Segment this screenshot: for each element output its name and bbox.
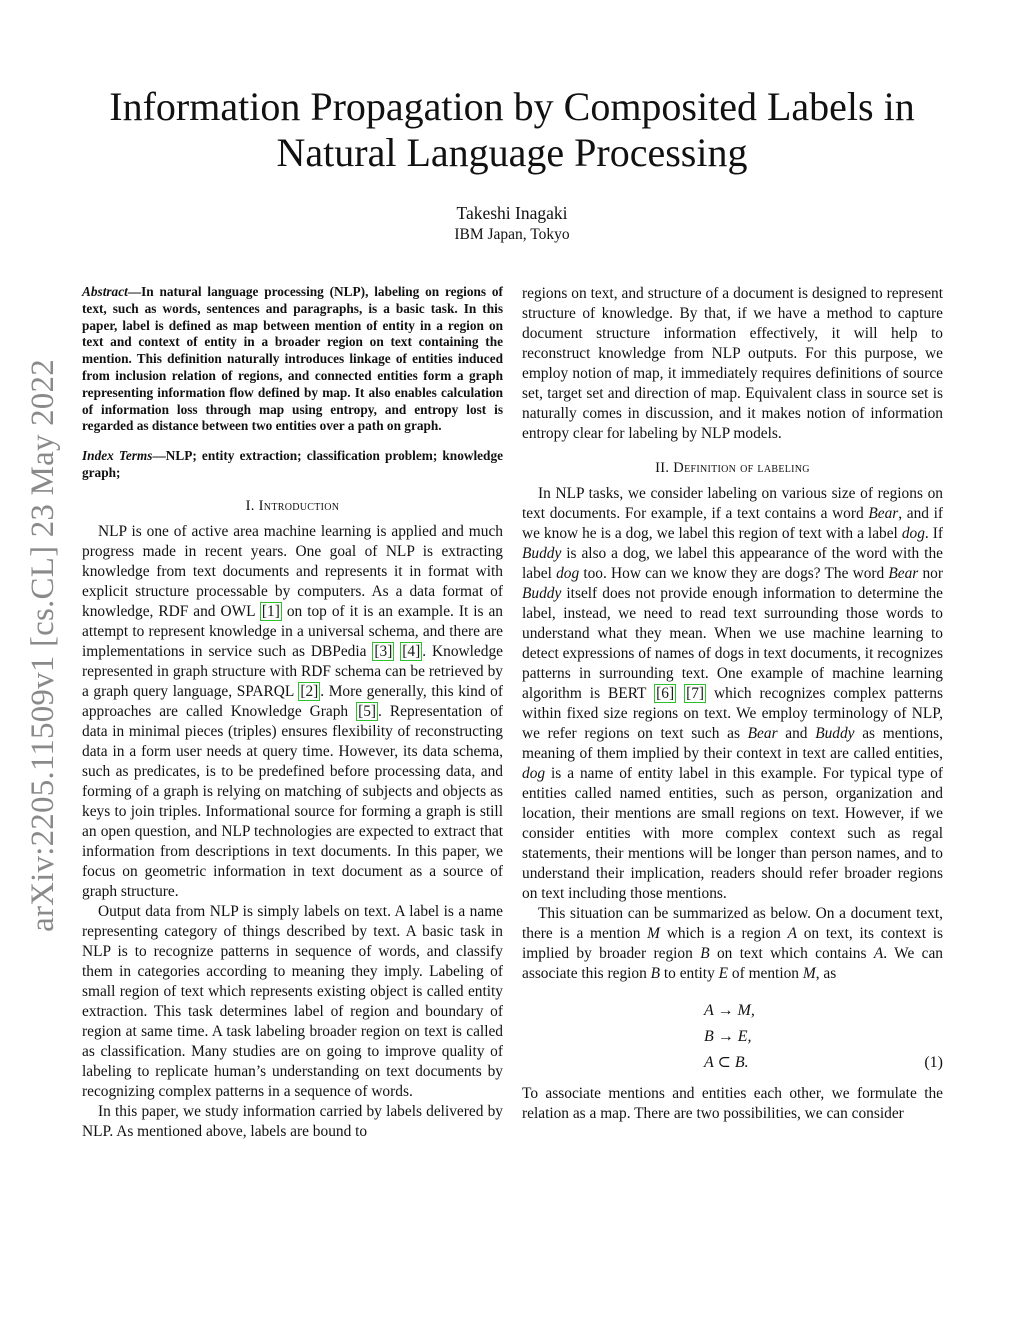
text-run: . Representation of data in minimal pieces (triples) ensures flexibility of reconstructing data in a form user needs at query time. However, its data schema, such as predicates, is to be predefined before processing data, and forming of a graph is relying on matching of subjects and objects as keys to join triples. Informational source for forming a graph is still an open question, and NLP technologies are expected to extract that information from descriptions in text documents. In this paper, we focus on geometric information in text document as a source of graph structure. [82, 702, 503, 900]
paragraph: Output data from NLP is simply labels on text. A label is a name representing category of things described by text. A basic task in NLP is to recognize patterns in sequence of words, and classify them in categories according to meaning they imply. Labeling of small region of text which represents existing object is called entity extraction. This task determines label of region and boundary of region at same time. A task labeling broader region on text is called as classification. Many studies are on going to improve quality of labeling to replicate human’s understanding on text documents by recognizing complex patterns in a sequence of words. [82, 902, 503, 1100]
citation-link[interactable]: [6] [656, 685, 675, 702]
math-symbol: Bear [747, 725, 778, 742]
text-run: . If [924, 525, 943, 542]
citation-link[interactable]: [5] [358, 702, 377, 720]
citation-link[interactable]: [4] [402, 642, 421, 660]
text-run: as mentions, meaning of them implied by their context in text are called entities, [522, 725, 943, 762]
text-run: on text which contains [709, 945, 874, 962]
introduction-continued [522, 284, 943, 444]
text-run: of mention [728, 965, 803, 982]
citation-link[interactable]: [1] [261, 602, 280, 620]
text-run: which is a region [659, 925, 788, 942]
text-run: . Knowledge represented in graph structure with RDF schema can be retrieved by a graph query language, SPARQL [82, 642, 503, 700]
math-symbol: Bear [888, 565, 919, 582]
section-number: I. [245, 497, 255, 514]
math-symbol: Buddy [522, 545, 562, 562]
text-run: . We can associate this region [522, 945, 944, 982]
paragraph: In this paper, we study information carried by labels delivered by NLP. As mentioned above, labels are bound to [82, 1102, 503, 1140]
text-run: on top of it is an example. It is an attempt to represent knowledge in a universal schema, and there are implementations in service such as DBPedia [82, 602, 503, 660]
introduction-body [82, 522, 503, 1142]
definition-body [522, 484, 943, 984]
index-terms-body: —NLP; entity extraction; classification problem; knowledge graph; [82, 448, 503, 480]
math-symbol: Buddy [522, 585, 562, 602]
author-name: Takeshi Inagaki [456, 203, 568, 223]
math-symbol: Buddy [815, 725, 855, 742]
paragraph [522, 484, 943, 904]
math-symbol: B [700, 945, 710, 962]
citation-link[interactable]: [7] [686, 685, 705, 702]
text-run: This situation can be summarized as below. On a document text, there is a mention [522, 905, 943, 942]
citation-link[interactable]: [3] [374, 642, 393, 660]
text-run: , as [815, 965, 837, 982]
math-symbol: B [650, 965, 661, 982]
paper-title: Information Propagation by Composited Labels in Natural Language Processing [109, 84, 915, 175]
math-symbol: dog [522, 765, 546, 782]
paragraph [82, 522, 503, 902]
index-terms [82, 448, 503, 482]
equation-line: B → E, [704, 1028, 752, 1045]
math-symbol: dog [556, 565, 580, 582]
left-column [82, 284, 503, 1142]
math-symbol: M [647, 925, 660, 942]
section-heading-definition [522, 460, 943, 477]
citation-link[interactable]: [2] [300, 682, 319, 700]
math-symbol: dog [901, 525, 925, 542]
equation-line: A → M, [704, 1002, 755, 1019]
paragraph: To associate mentions and entities each other, we formulate the relation as a map. There are two possibilities, we can consider [522, 1085, 943, 1122]
text-run: on text, its context is implied by broader region [522, 925, 943, 962]
abstract-lead: Abstract [82, 284, 128, 299]
abstract-text [82, 284, 503, 435]
math-symbol: A [787, 925, 797, 942]
math-symbol: E [718, 965, 729, 982]
section-title: Introduction [258, 497, 340, 514]
abstract-body: —In natural language processing (NLP), labeling on regions of text, such as words, sentences and paragraphs, is a basic task. In this paper, label is defined as map between mention of entity in a region on text and context of entity in a broader region on text containing the mention. This definition naturally introduces linkage of entities induced from inclusion relation of regions, and connected entities form a graph representing information flow defined by map. It also enables calculation of information loss through map using entropy, and entropy lost is regarded as distance between two entities over a path on graph. [82, 284, 503, 434]
text-run: is also a dog, we label this appearance of the word with the label [522, 545, 943, 582]
math-symbol: Bear [868, 505, 899, 522]
section-number: II. [655, 460, 670, 476]
text-run: , and if we know he is a dog, we label this region of text with a label [522, 505, 943, 542]
text-run: and [777, 725, 816, 742]
arxiv-stamp [10, 345, 76, 945]
text-run: too. How can we know they are dogs? The word [579, 565, 889, 582]
section-title: Definition of labeling [673, 460, 810, 476]
author-affiliation: IBM Japan, Tokyo [454, 226, 570, 243]
text-run: In NLP tasks, we consider labeling on various size of regions on text documents. For example, if a text contains a word [522, 485, 943, 522]
text-run: nor [918, 565, 943, 582]
equation-lines [704, 998, 755, 1076]
text-run: itself does not provide enough information to determine the label, instead, we need to read text surrounding those words to understand what they mean. When we use machine learning to detect expressions of names of dogs in text documents, it recognizes patterns in surrounding text. One example of machine learning algorithm is BERT [522, 585, 943, 702]
equation-number: (1) [924, 1054, 943, 1071]
section-heading-introduction [82, 498, 503, 515]
text-run: is a name of entity label in this example. For typical type of entities called named entities, such as person, organization and location, their mentions are small regions on text. However, if we consider entities with more complex context such as regal statements, their mentions will be longer than person names, and to understand their implication, readers should refer broader regions on text including those mentions. [522, 765, 943, 902]
equation-1 [522, 998, 943, 1076]
paragraph: regions on text, and structure of a document is designed to represent structure of knowledge. By that, if we have a method to capture document structure information effectively, it will help to reconstruct knowledge from NLP outputs. For this purpose, we employ notion of map, it immediately requires definitions of source set, target set and direction of map. Equivalent class in source set is naturally comes in discussion, and it makes notion of information entropy clear for labeling by NLP models. [522, 285, 943, 442]
paragraph [522, 904, 943, 984]
index-terms-lead: Index Terms [82, 448, 153, 464]
text-run: which recognizes complex patterns within fixed size regions on text. We employ terminology of NLP, we refer regions on text such as [522, 685, 943, 742]
abstract [82, 284, 503, 482]
equation-line: A ⊂ B. [704, 1054, 749, 1071]
math-symbol: A [873, 945, 884, 962]
text-run: . More generally, this kind of approaches are called Knowledge Graph [82, 682, 503, 720]
arxiv-identifier: arXiv:2205.11509v1 [cs.CL] 23 May 2022 [24, 358, 61, 932]
text-run: to entity [660, 965, 719, 982]
text-run: NLP is one of active area machine learning is applied and much progress made in recent years. One goal of NLP is extracting knowledge from text documents and represents it in format with explicit structure processable by computers. As a data format of knowledge, RDF and OWL [82, 522, 503, 620]
math-symbol: M [802, 965, 816, 982]
definition-body-continued [522, 1084, 943, 1124]
right-column [522, 284, 943, 1124]
